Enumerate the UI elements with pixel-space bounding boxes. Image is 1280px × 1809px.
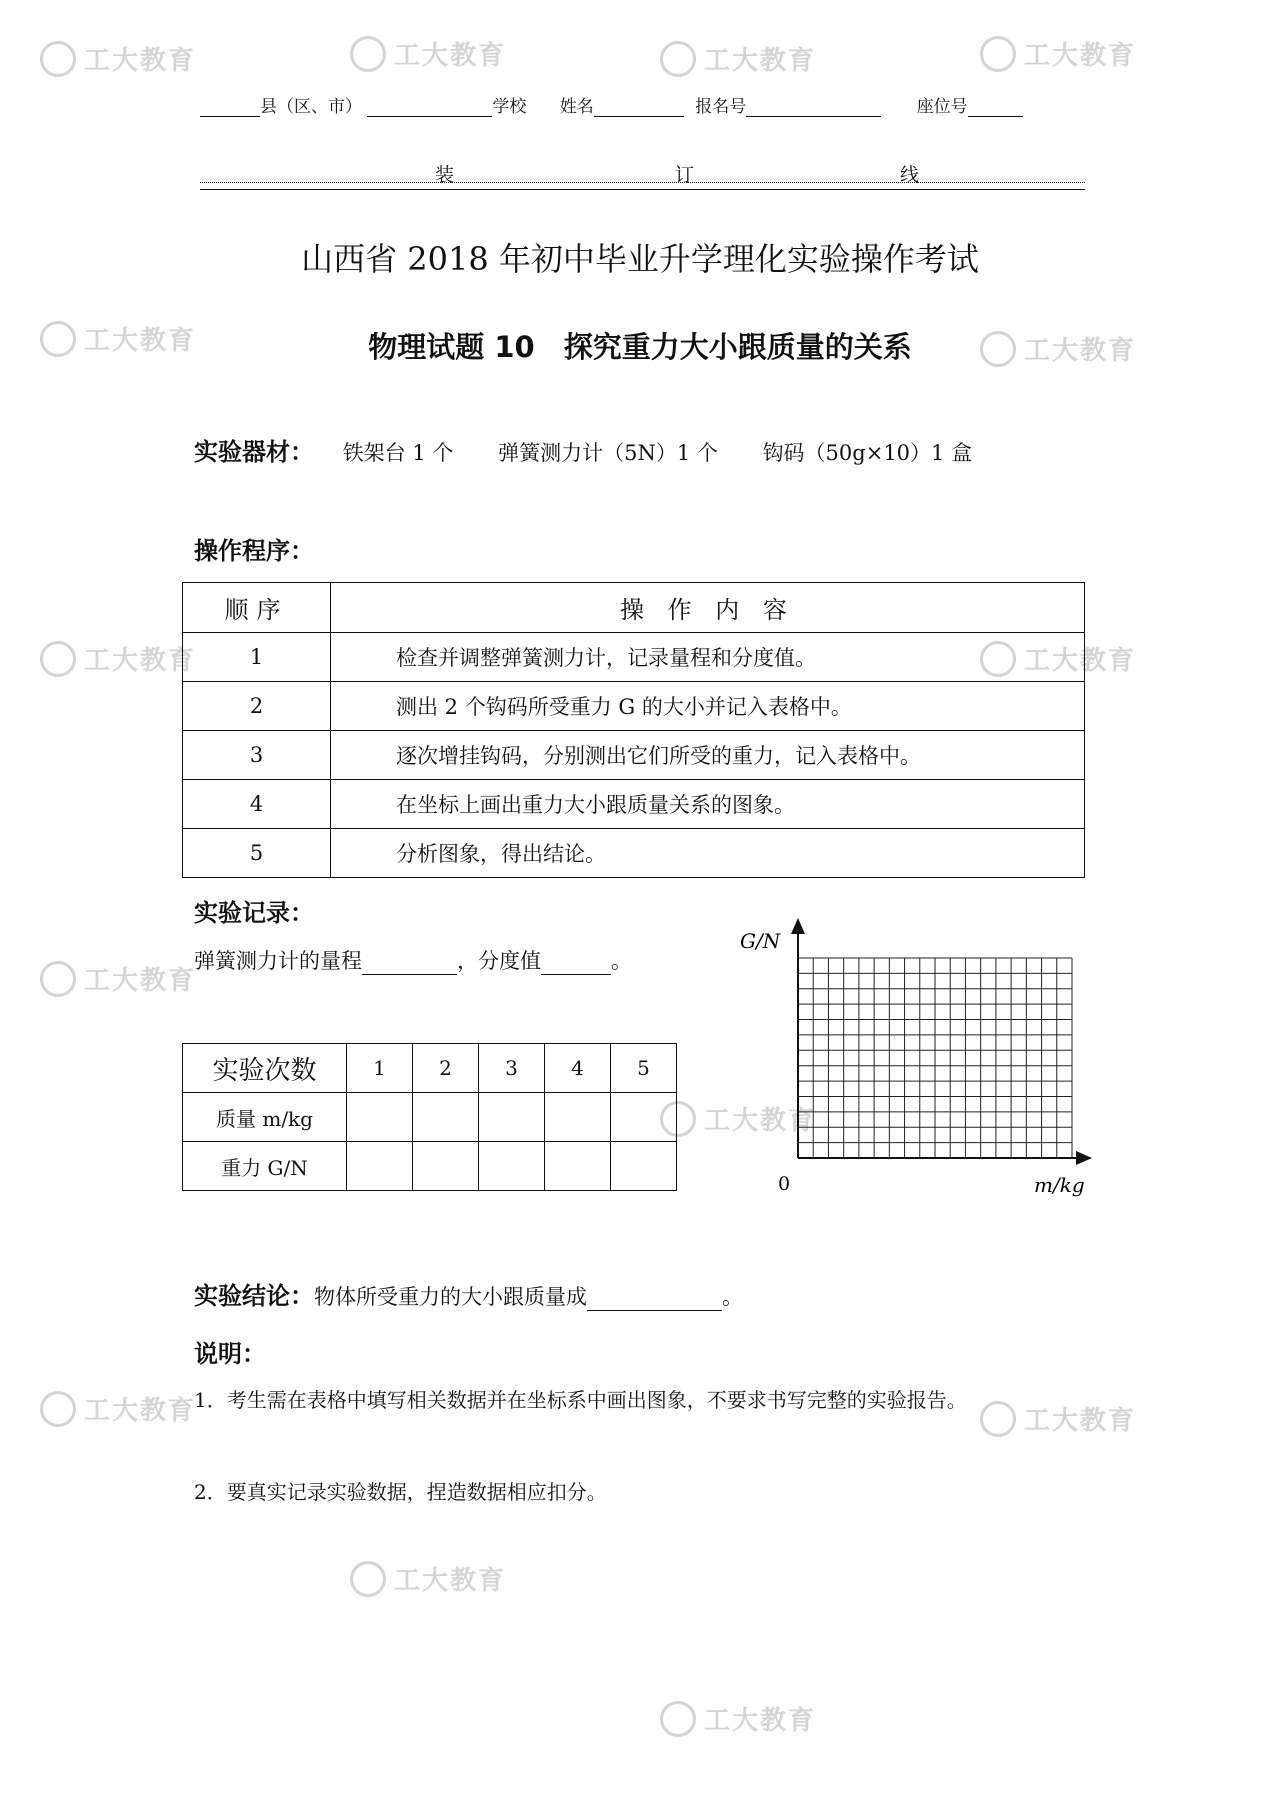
procedure-order: 2 bbox=[183, 682, 331, 731]
range-end-punct: 。 bbox=[611, 949, 632, 973]
data-header-trial: 5 bbox=[611, 1044, 677, 1093]
watermark: 工大教育 bbox=[40, 960, 196, 997]
watermark: 工大教育 bbox=[660, 40, 816, 77]
watermark-logo-icon bbox=[350, 36, 386, 72]
data-cell[interactable] bbox=[611, 1142, 677, 1191]
watermark: 工大教育 bbox=[980, 1400, 1136, 1437]
binding-char-3: 线 bbox=[900, 164, 920, 186]
procedure-order: 1 bbox=[183, 633, 331, 682]
name-blank[interactable] bbox=[594, 98, 684, 117]
watermark: 工大教育 bbox=[980, 640, 1136, 677]
watermark-logo-icon bbox=[40, 1391, 76, 1427]
conclusion-line bbox=[194, 1276, 743, 1311]
data-header-trial: 3 bbox=[479, 1044, 545, 1093]
binding-char-2: 订 bbox=[675, 164, 695, 186]
county-label: 县（区、市） bbox=[260, 97, 362, 117]
data-cell[interactable] bbox=[413, 1142, 479, 1191]
procedure-content: 分析图象，得出结论。 bbox=[331, 829, 1085, 878]
equipment-item: 铁架台 1 个 bbox=[342, 441, 454, 465]
procedure-header-order: 顺序 bbox=[183, 583, 331, 633]
data-header-trial: 2 bbox=[413, 1044, 479, 1093]
conclusion-text: 物体所受重力的大小跟质量成 bbox=[314, 1285, 587, 1309]
procedure-content: 逐次增挂钩码，分别测出它们所受的重力，记入表格中。 bbox=[331, 731, 1085, 780]
y-axis-label: G/N bbox=[740, 929, 781, 953]
procedure-row bbox=[183, 780, 1085, 829]
watermark: 工大教育 bbox=[980, 35, 1136, 72]
seat-no-label: 座位号 bbox=[916, 97, 968, 117]
equipment-label: 实验器材： bbox=[194, 438, 314, 466]
range-text: 弹簧测力计的量程 bbox=[194, 949, 362, 973]
notes-label: 说明： bbox=[194, 1340, 266, 1368]
range-line bbox=[194, 945, 632, 975]
conclusion-blank[interactable] bbox=[587, 1292, 722, 1311]
equipment-section bbox=[194, 432, 972, 467]
data-cell[interactable] bbox=[479, 1093, 545, 1142]
exam-subtitle: 物理试题 10 探究重力大小跟质量的关系 bbox=[368, 330, 912, 364]
data-row-weight bbox=[183, 1142, 677, 1191]
watermark-logo-icon bbox=[40, 641, 76, 677]
reg-no-label: 报名号 bbox=[695, 97, 747, 117]
watermark: 工大教育 bbox=[40, 1390, 196, 1427]
name-label: 姓名 bbox=[559, 97, 594, 117]
data-header-trial: 1 bbox=[347, 1044, 413, 1093]
procedure-table bbox=[182, 582, 1085, 878]
watermark-logo-icon bbox=[980, 36, 1016, 72]
watermark-logo-icon bbox=[40, 41, 76, 77]
exam-title: 山西省 2018 年初中毕业升学理化实验操作考试 bbox=[301, 240, 979, 278]
data-cell[interactable] bbox=[611, 1093, 677, 1142]
data-header-trial: 4 bbox=[545, 1044, 611, 1093]
watermark: 工大教育 bbox=[350, 35, 506, 72]
watermark-logo-icon bbox=[660, 1701, 696, 1737]
watermark: 工大教育 bbox=[350, 1560, 506, 1597]
procedure-row bbox=[183, 682, 1085, 731]
school-blank[interactable] bbox=[367, 98, 492, 117]
procedure-order: 5 bbox=[183, 829, 331, 878]
conclusion-end-punct: 。 bbox=[722, 1285, 743, 1309]
range-blank[interactable] bbox=[362, 956, 457, 975]
binding-line bbox=[200, 160, 1085, 186]
data-cell[interactable] bbox=[347, 1142, 413, 1191]
data-header-trials: 实验次数 bbox=[183, 1044, 347, 1093]
graph-grid bbox=[798, 958, 1072, 1158]
procedure-label: 操作程序： bbox=[194, 537, 314, 565]
procedure-content: 在坐标上画出重力大小跟质量关系的图象。 bbox=[331, 780, 1085, 829]
watermark-logo-icon bbox=[660, 41, 696, 77]
data-cell[interactable] bbox=[347, 1093, 413, 1142]
procedure-order: 3 bbox=[183, 731, 331, 780]
y-axis-arrow-icon bbox=[791, 918, 805, 934]
procedure-header-row bbox=[183, 583, 1085, 633]
procedure-content: 测出 2 个钩码所受重力 G 的大小并记入表格中。 bbox=[331, 682, 1085, 731]
binding-rule bbox=[200, 189, 1085, 190]
procedure-row bbox=[183, 633, 1085, 682]
data-row-label: 质量 m/kg bbox=[183, 1093, 347, 1142]
data-row-mass bbox=[183, 1093, 677, 1142]
data-cell[interactable] bbox=[413, 1093, 479, 1142]
note-item: 2．要真实记录实验数据，捏造数据相应扣分。 bbox=[194, 1480, 607, 1504]
record-label: 实验记录： bbox=[194, 899, 314, 927]
watermark: 工大教育 bbox=[40, 640, 196, 677]
data-cell[interactable] bbox=[545, 1142, 611, 1191]
data-header-row bbox=[183, 1044, 677, 1093]
seat-no-blank[interactable] bbox=[968, 98, 1023, 117]
x-axis-arrow-icon bbox=[1076, 1151, 1092, 1165]
procedure-row bbox=[183, 731, 1085, 780]
equipment-item: 弹簧测力计（5N）1 个 bbox=[498, 441, 718, 465]
watermark: 工大教育 bbox=[660, 1100, 816, 1137]
watermark: 工大教育 bbox=[660, 1700, 816, 1737]
data-table bbox=[182, 1043, 677, 1191]
equipment-item: 钩码（50g×10）1 盒 bbox=[762, 441, 973, 465]
data-row-label: 重力 G/N bbox=[183, 1142, 347, 1191]
reg-no-blank[interactable] bbox=[746, 98, 881, 117]
note-item: 1．考生需在表格中填写相关数据并在坐标系中画出图象，不要求书写完整的实验报告。 bbox=[194, 1388, 967, 1412]
x-axis-label: m/kg bbox=[1034, 1173, 1085, 1197]
division-blank[interactable] bbox=[541, 956, 611, 975]
origin-label: 0 bbox=[778, 1173, 791, 1195]
procedure-order: 4 bbox=[183, 780, 331, 829]
school-label: 学校 bbox=[492, 97, 527, 117]
watermark: 工大教育 bbox=[40, 320, 196, 357]
binding-char-1: 装 bbox=[435, 164, 455, 186]
procedure-content: 检查并调整弹簧测力计，记录量程和分度值。 bbox=[331, 633, 1085, 682]
procedure-header-content: 操 作 内 容 bbox=[331, 583, 1085, 633]
watermark: 工大教育 bbox=[40, 40, 196, 77]
conclusion-label: 实验结论： bbox=[194, 1282, 314, 1310]
division-text: ，分度值 bbox=[457, 949, 541, 973]
data-cell[interactable] bbox=[479, 1142, 545, 1191]
county-blank[interactable] bbox=[200, 98, 260, 117]
data-cell[interactable] bbox=[545, 1093, 611, 1142]
watermark-logo-icon bbox=[40, 961, 76, 997]
watermark-logo-icon bbox=[350, 1561, 386, 1597]
procedure-row bbox=[183, 829, 1085, 878]
watermark: 工大教育 bbox=[980, 330, 1136, 367]
candidate-info-line bbox=[200, 92, 1023, 117]
